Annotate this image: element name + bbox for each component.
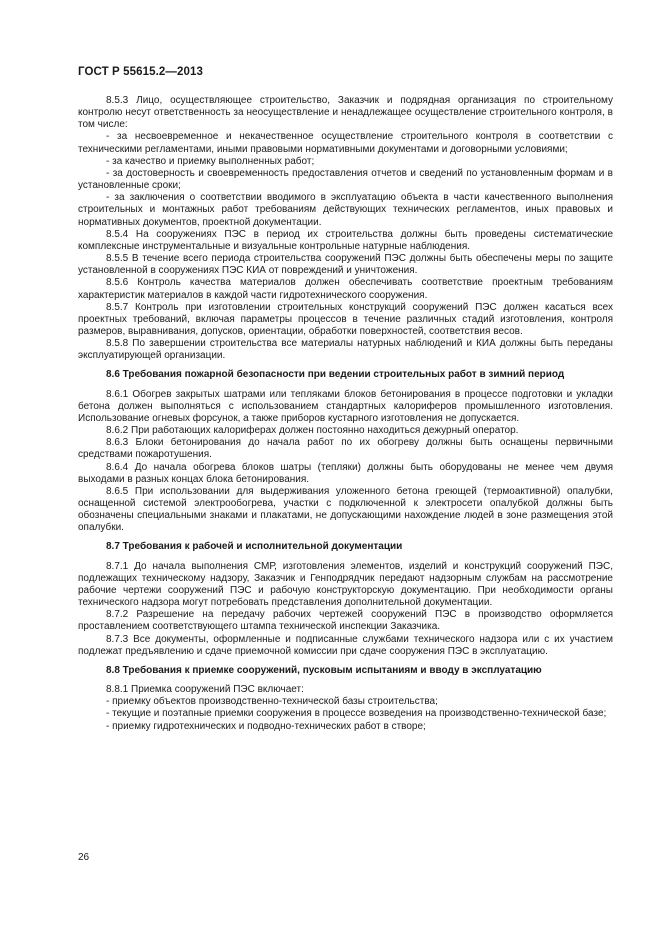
paragraph: 8.5.6 Контроль качества материалов должен обеспечивать соответствие проектным требованиям характеристик материалов в каждой части гидротехнического сооружения. <box>78 277 613 301</box>
paragraph: - текущие и поэтапные приемки сооружения в процессе возведения на производственно-технической базе; <box>106 708 607 720</box>
paragraph: - приемку гидротехнических и подводно-технических работ в створе; <box>106 720 426 732</box>
document-body <box>78 95 613 733</box>
section-heading: 8.8 Требования к приемке сооружений, пусковым испытаниям и вводу в эксплуатацию <box>106 664 542 676</box>
paragraph: 8.6.4 До начала обогрева блоков шатры (тепляки) должны быть оборудованы не менее чем двумя выходами в разных концах блока бетонирования. <box>78 461 613 485</box>
paragraph: 8.6.1 Обогрев закрытых шатрами или тепляками блоков бетонирования в процессе подготовки и укладки бетона должен выполняться с использованием стандартных калориферов промышленного изготовления. Использование огневых форсунок, а также приборов кустарного изготовления не допускается. <box>78 388 613 424</box>
paragraph: 8.6.3 Блоки бетонирования до начала работ по их обогреву должны быть оснащены первичными средствами пожаротушения. <box>78 437 613 461</box>
paragraph: - за несвоевременное и некачественное осуществление строительного контроля в соответствии с техническими регламентами, иными правовыми нормативными документами и договорными условиями; <box>78 131 613 155</box>
paragraph: 8.5.8 По завершении строительства все материалы натурных наблюдений и КИА должны быть переданы эксплуатирующей организации. <box>78 338 613 362</box>
page-header-title: ГОСТ Р 55615.2—2013 <box>78 66 203 78</box>
paragraph: 8.5.5 В течение всего периода строительства сооружений ПЭС должны быть обеспечены меры по защите установленной в сооружениях ПЭС КИА от повреждений и уничтожения. <box>78 253 613 277</box>
paragraph: 8.8.1 Приемка сооружений ПЭС включает: <box>106 684 304 696</box>
paragraph: - приемку объектов производственно-технической базы строительства; <box>106 696 438 708</box>
paragraph: 8.7.1 До начала выполнения СМР, изготовления элементов, изделий и конструкций сооружений ПЭС, подлежащих техническому надзору, Заказчик и Генподрядчик передают надзорным службам на рассмотрение рабочие чертежи сооружений ПЭС и рабочую конструкторскую документацию. При необходимости органы технического надзора могут потребовать представления дополнительной документации. <box>78 560 613 609</box>
section-heading: 8.6 Требования пожарной безопасности при ведении строительных работ в зимний период <box>106 369 565 381</box>
paragraph: 8.5.4 На сооружениях ПЭС в период их строительства должны быть проведены систематические комплексные инструментальные и визуальные контрольные натурные наблюдения. <box>78 228 613 252</box>
paragraph: - за качество и приемку выполненных работ; <box>106 155 315 167</box>
paragraph: 8.7.2 Разрешение на передачу рабочих чертежей сооружений ПЭС в производство оформляется проставлением соответствующего штампа технической инспекции Заказчика. <box>78 609 613 633</box>
paragraph: 8.6.5 При использовании для выдерживания уложенного бетона греющей (термоактивной) опалубки, оснащенной системой электрообогрева, участки с подключенной к электросети опалубкой должны быть обозначены специальными знаками и плакатами, не допускающими нахождение людей в зоне размещения этой опалубки. <box>78 485 613 534</box>
paragraph: 8.5.7 Контроль при изготовлении строительных конструкций сооружений ПЭС должен касаться всех проектных требований, включая параметры процессов в течение различных стадий изготовления, контроля размеров, выравнивания, допусков, ориентации, обработки поверхностей, соответствия весов. <box>78 301 613 337</box>
page-number: 26 <box>78 852 90 863</box>
paragraph: 8.7.3 Все документы, оформленные и подписанные службами технического надзора или с их участием подлежат предъявлению и сдаче приемочной комиссии при сдаче сооружения ПЭС в эксплуатацию. <box>78 633 613 657</box>
paragraph: - за заключения о соответствии вводимого в эксплуатацию объекта в части качественного выполнения строительных и монтажных работ требованиям действующих технических регламентов, иных правовых и нормативных документов, проектной документации. <box>78 192 613 228</box>
paragraph: 8.5.3 Лицо, осуществляющее строительство, Заказчик и подрядная организация по строительному контролю несут ответственность за неосуществление и ненадлежащее осуществление строительного контроля, в том числе: <box>78 95 613 131</box>
section-heading: 8.7 Требования к рабочей и исполнительной документации <box>106 541 403 553</box>
paragraph: 8.6.2 При работающих калориферах должен постоянно находиться дежурный оператор. <box>106 425 519 437</box>
paragraph: - за достоверность и своевременность предоставления отчетов и сведений по установленным формам и в установленные сроки; <box>78 167 613 192</box>
